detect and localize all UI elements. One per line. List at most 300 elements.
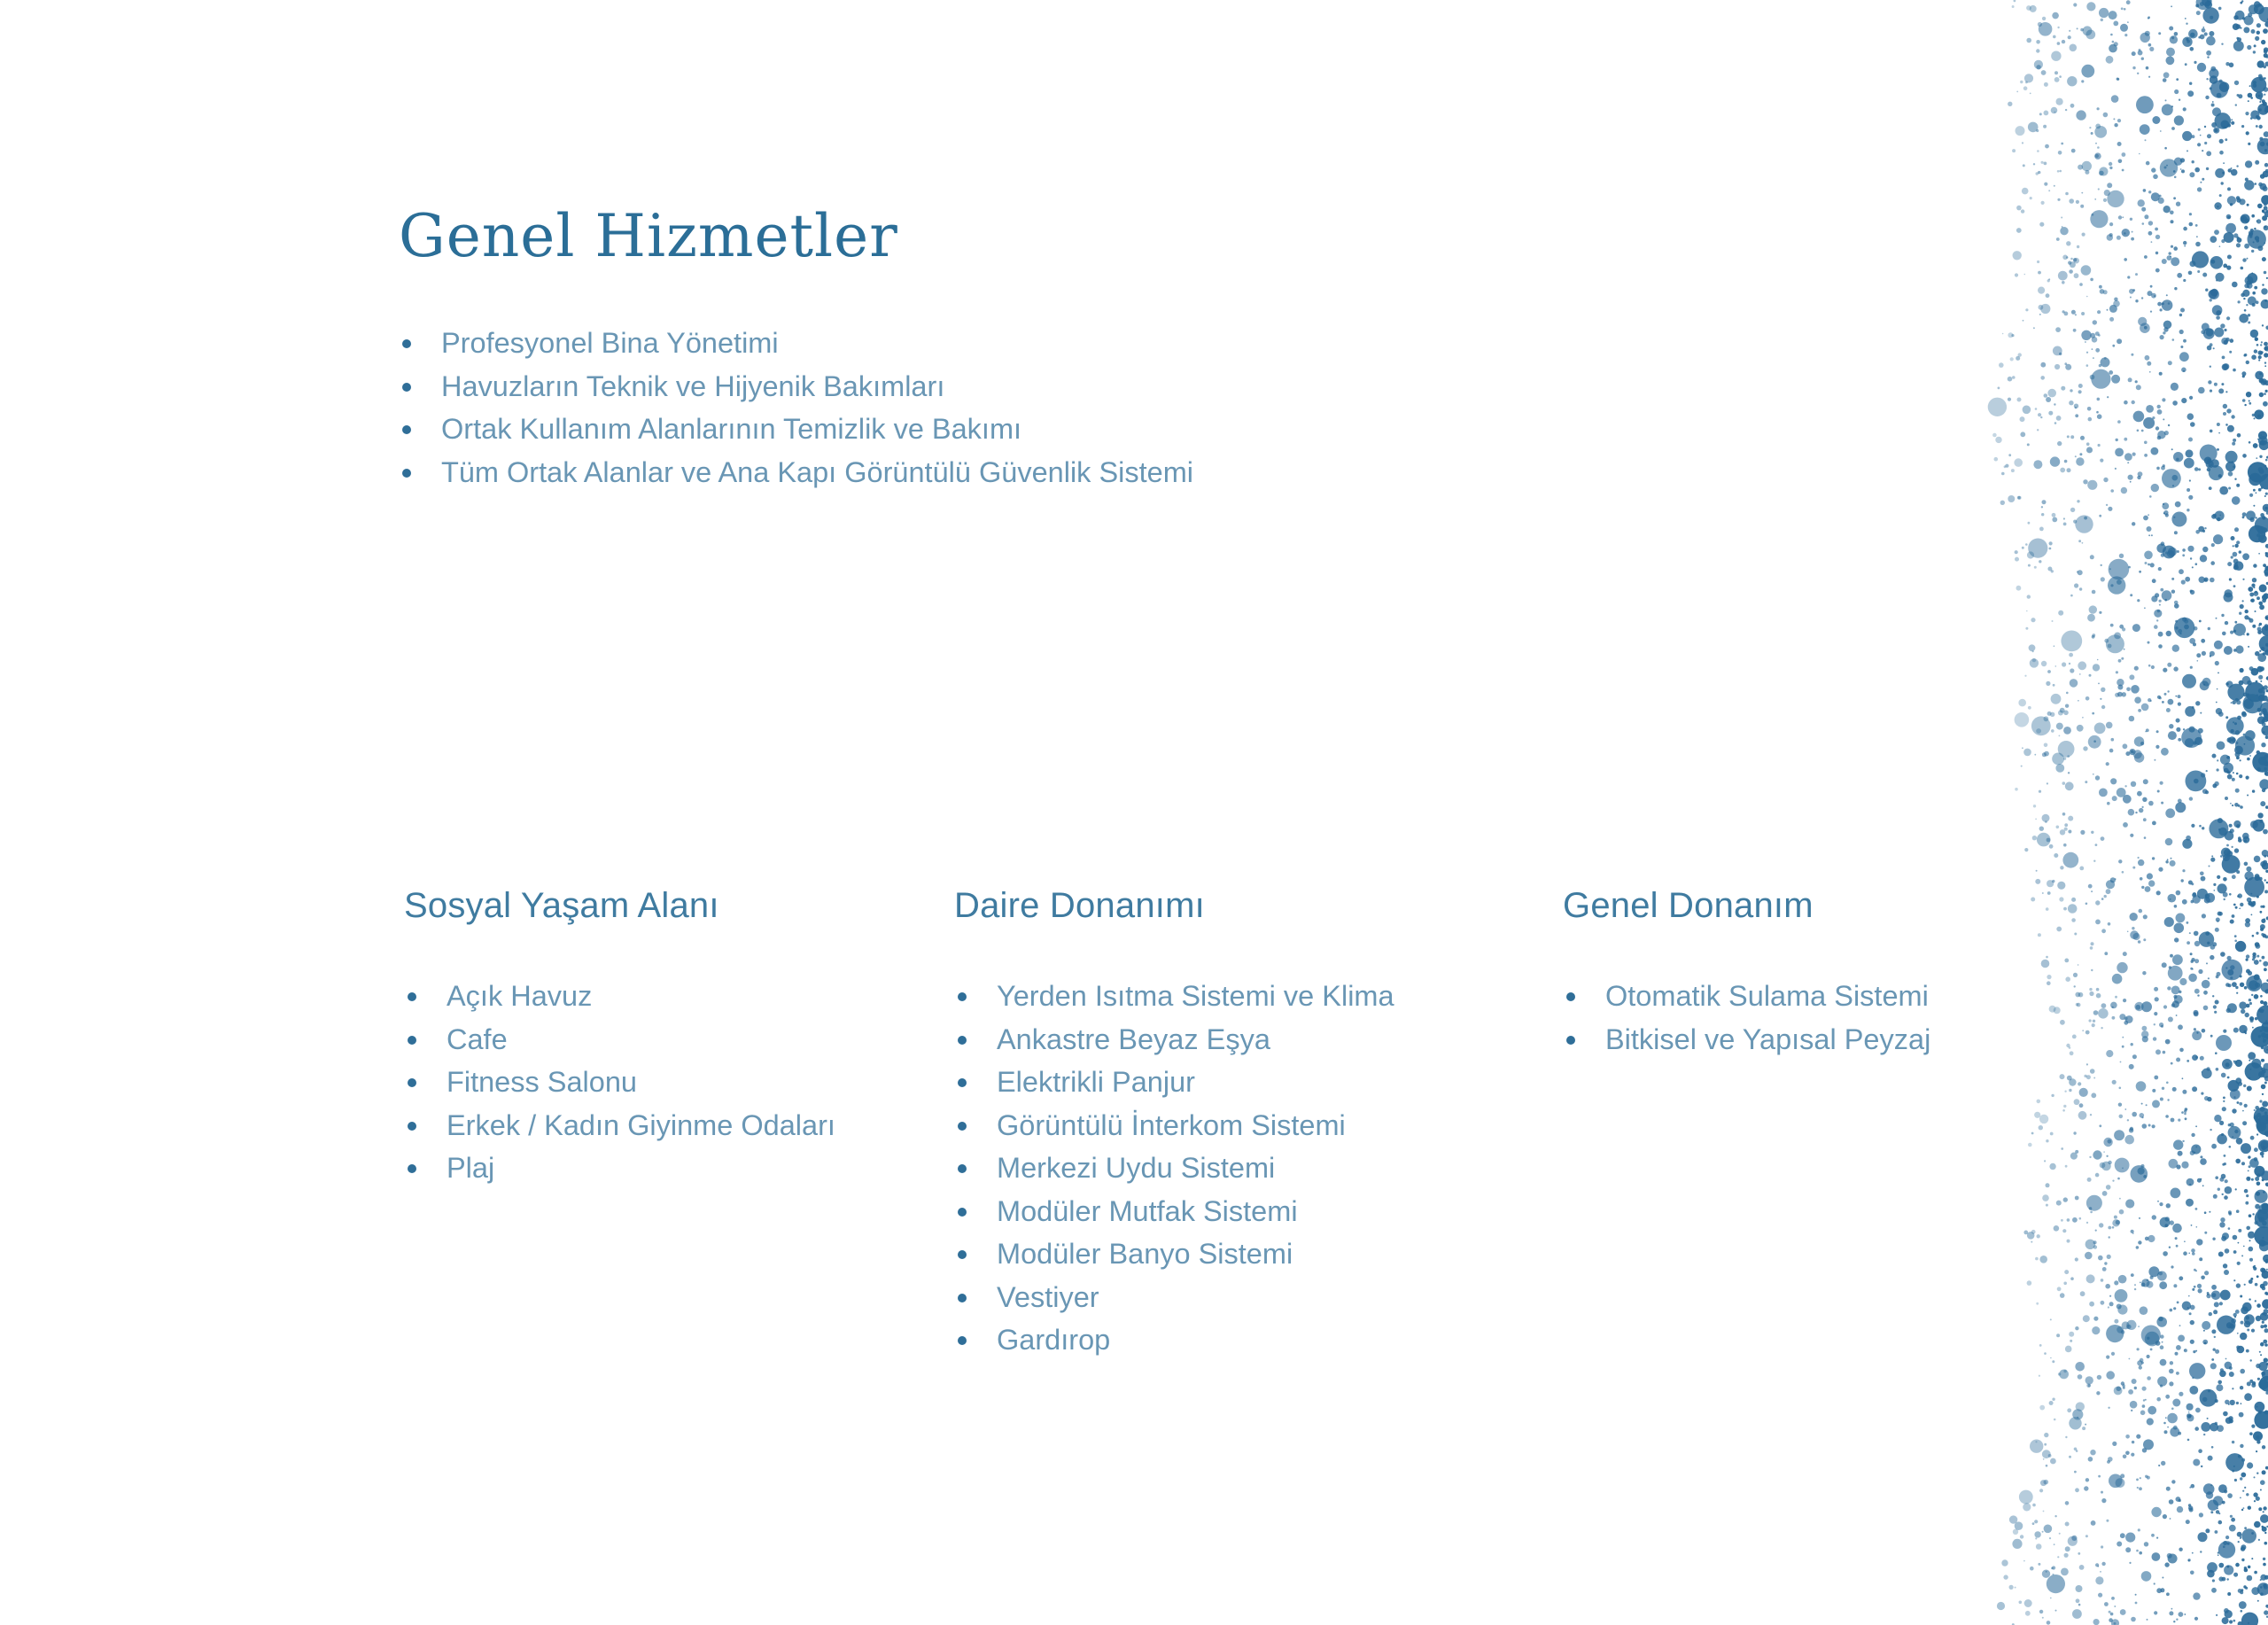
splatter-dot [2248, 1506, 2251, 1510]
splatter-dot [2101, 705, 2105, 709]
splatter-dot [2076, 110, 2085, 120]
splatter-dot [2249, 593, 2254, 597]
splatter-dot [2202, 27, 2204, 28]
splatter-dot [2158, 32, 2161, 35]
splatter-dot [2246, 361, 2249, 364]
splatter-dot [2235, 104, 2237, 105]
splatter-dot [2104, 952, 2108, 955]
splatter-dot [2112, 41, 2115, 43]
splatter-dot [2096, 1391, 2100, 1395]
splatter-dot [2194, 941, 2200, 946]
splatter-dot [2198, 1449, 2202, 1453]
splatter-dot [2197, 187, 2202, 191]
splatter-dot [2210, 16, 2213, 19]
splatter-dot [2155, 426, 2159, 430]
splatter-dot [2197, 889, 2208, 899]
splatter-dot [2079, 1103, 2084, 1108]
splatter-dot [2095, 348, 2100, 353]
splatter-dot [2125, 751, 2130, 756]
splatter-dot [2213, 1194, 2218, 1199]
splatter-dot [2191, 1145, 2201, 1155]
splatter-dot [2142, 222, 2145, 225]
splatter-dot [2108, 1407, 2109, 1409]
splatter-dot [2154, 759, 2155, 761]
splatter-dot [2140, 1306, 2148, 1315]
splatter-dot [2134, 696, 2141, 704]
splatter-dot [2151, 447, 2159, 455]
splatter-dot [2192, 566, 2194, 568]
splatter-dot [2217, 742, 2225, 750]
splatter-dot [2216, 918, 2220, 922]
splatter-dot [2170, 1361, 2173, 1365]
splatter-dot [2044, 1525, 2053, 1534]
splatter-dot [2046, 1183, 2050, 1187]
splatter-dot [2125, 1199, 2134, 1208]
splatter-dot [2259, 469, 2264, 474]
splatter-dot [2069, 30, 2070, 32]
splatter-dot [2150, 1349, 2153, 1351]
splatter-dot [2262, 1321, 2264, 1324]
splatter-dot [2263, 1340, 2267, 1344]
splatter-dot [2162, 1341, 2163, 1343]
splatter-dot [2189, 213, 2192, 215]
splatter-dot [2185, 18, 2186, 19]
splatter-dot [2084, 517, 2087, 520]
splatter-dot [2021, 766, 2023, 767]
splatter-dot [2247, 795, 2249, 797]
splatter-dot [2233, 721, 2234, 723]
splatter-dot [2201, 1466, 2202, 1467]
splatter-dot [2103, 1138, 2112, 1147]
splatter-dot [2177, 1302, 2179, 1304]
splatter-dot [2132, 1112, 2137, 1117]
splatter-dot [2013, 251, 2022, 260]
splatter-dot [2249, 755, 2251, 757]
splatter-dot [2202, 678, 2211, 687]
splatter-dot [2160, 1098, 2163, 1101]
splatter-dot [2182, 1140, 2184, 1142]
splatter-dot [2253, 489, 2256, 492]
splatter-dot [2162, 299, 2173, 311]
splatter-dot [2138, 1528, 2140, 1531]
splatter-dot [2233, 624, 2246, 636]
splatter-dot [2264, 968, 2267, 971]
splatter-dot [2256, 116, 2261, 121]
splatter-dot [2225, 967, 2227, 968]
splatter-dot [2058, 711, 2063, 716]
splatter-dot [2205, 790, 2209, 794]
splatter-dot [2180, 168, 2182, 170]
splatter-dot [2064, 959, 2069, 963]
splatter-dot [2262, 626, 2268, 636]
splatter-dot [2174, 603, 2179, 609]
splatter-dot [2056, 416, 2062, 421]
splatter-dot [2218, 912, 2222, 916]
splatter-dot [2146, 1104, 2148, 1106]
splatter-dot [2119, 1087, 2122, 1090]
splatter-dot [2037, 1100, 2041, 1104]
splatter-dot [2171, 1062, 2173, 1065]
splatter-dot [2190, 1571, 2194, 1575]
splatter-dot [2256, 457, 2257, 459]
splatter-dot [2165, 1417, 2167, 1419]
splatter-dot [2223, 363, 2229, 369]
splatter-dot [2152, 1089, 2155, 1092]
splatter-dot [2261, 933, 2264, 936]
splatter-dot [2232, 846, 2233, 848]
splatter-dot [2212, 1238, 2215, 1240]
splatter-dot [2061, 631, 2082, 652]
splatter-dot [2147, 526, 2152, 532]
splatter-dot [2262, 257, 2266, 261]
splatter-dot [2262, 1101, 2268, 1108]
splatter-dot [2181, 879, 2184, 882]
splatter-dot [2225, 1179, 2228, 1183]
splatter-dot [2254, 1521, 2261, 1528]
splatter-dot [2085, 781, 2087, 783]
splatter-dot [2264, 53, 2268, 58]
splatter-dot [2190, 422, 2195, 427]
splatter-dot [2202, 1029, 2206, 1033]
splatter-dot [2027, 1280, 2032, 1286]
splatter-dot [2044, 162, 2047, 166]
splatter-dot [2139, 153, 2140, 155]
splatter-dot [2190, 1305, 2195, 1310]
list-item-text: Modüler Banyo Sistemi [997, 1238, 1293, 1270]
splatter-dot [2258, 688, 2264, 694]
splatter-dot [2107, 1460, 2110, 1464]
splatter-dot [2106, 1325, 2124, 1342]
splatter-dot [2052, 1566, 2055, 1569]
splatter-dot [2170, 1518, 2171, 1520]
splatter-dot [2165, 1039, 2171, 1045]
splatter-dot [2172, 338, 2175, 341]
splatter-dot [2054, 71, 2058, 74]
splatter-dot [2195, 1208, 2198, 1210]
splatter-dot [2095, 1230, 2097, 1232]
splatter-dot [2086, 1195, 2102, 1211]
splatter-dot [2122, 169, 2124, 172]
splatter-dot [2234, 81, 2239, 85]
splatter-dot [2200, 1178, 2202, 1180]
splatter-dot [2209, 486, 2212, 490]
splatter-dot [2010, 357, 2014, 361]
splatter-dot [2095, 1173, 2100, 1178]
splatter-dot [2175, 696, 2177, 697]
splatter-dot [2262, 1299, 2268, 1309]
splatter-dot [2225, 223, 2236, 234]
splatter-dot [2067, 1408, 2071, 1412]
splatter-dot [2070, 1051, 2074, 1055]
splatter-dot [2153, 175, 2158, 180]
splatter-dot [2091, 369, 2110, 389]
splatter-dot [2090, 278, 2093, 282]
splatter-dot [2089, 1156, 2091, 1158]
splatter-dot [2164, 1562, 2169, 1567]
splatter-dot [2210, 1363, 2217, 1369]
splatter-dot [2124, 1108, 2126, 1110]
splatter-dot [2214, 383, 2218, 386]
splatter-dot [2095, 920, 2101, 925]
splatter-dot [2042, 1617, 2044, 1619]
splatter-dot [2115, 468, 2117, 470]
splatter-dot [2065, 1546, 2070, 1551]
splatter-dot [2090, 555, 2094, 559]
splatter-dot [2148, 221, 2153, 225]
splatter-dot [2219, 151, 2224, 155]
splatter-dot [2162, 469, 2181, 488]
splatter-dot [2101, 1545, 2103, 1548]
splatter-dot [2085, 1478, 2089, 1481]
splatter-dot [2264, 131, 2268, 137]
splatter-dot [2065, 1501, 2070, 1505]
splatter-dot [2256, 1303, 2261, 1308]
splatter-dot [2086, 2, 2095, 11]
splatter-dot [2188, 974, 2197, 983]
splatter-dot [2049, 548, 2052, 550]
splatter-dot [2073, 3, 2077, 6]
splatter-dot [2260, 1586, 2263, 1589]
splatter-dot [2259, 650, 2261, 652]
splatter-dot [2064, 1270, 2069, 1274]
splatter-dot [2114, 1387, 2123, 1396]
splatter-dot [2108, 922, 2111, 926]
splatter-dot [2216, 310, 2221, 315]
splatter-dot [2197, 63, 2206, 72]
splatter-dot [2012, 376, 2016, 379]
splatter-dot [2182, 548, 2186, 552]
splatter-dot [2249, 618, 2254, 623]
splatter-dot [2028, 1143, 2032, 1147]
splatter-dot [2163, 1514, 2167, 1519]
splatter-dot [2074, 1448, 2078, 1451]
splatter-dot [2001, 472, 2005, 476]
splatter-dot [2063, 844, 2067, 847]
splatter-dot [2236, 756, 2240, 759]
splatter-dot [2256, 221, 2258, 222]
list-item-text: Vestiyer [997, 1280, 1099, 1313]
splatter-dot [2233, 1028, 2239, 1033]
splatter-dot [2263, 1506, 2266, 1510]
splatter-dot [2069, 1046, 2071, 1049]
splatter-dot [2257, 1122, 2267, 1131]
splatter-dot [2259, 101, 2261, 103]
splatter-dot [2233, 820, 2241, 828]
splatter-dot [2212, 107, 2221, 116]
splatter-dot [2112, 796, 2117, 801]
splatter-dot [2176, 890, 2181, 896]
splatter-dot [2206, 36, 2216, 46]
list-item-text: Yerden Isıtma Sistemi ve Klima [997, 980, 1394, 1012]
splatter-dot [2071, 898, 2076, 902]
splatter-dot [2244, 1284, 2246, 1286]
splatter-dot [2056, 1333, 2060, 1337]
splatter-dot [2086, 1383, 2091, 1388]
splatter-dot [2188, 271, 2193, 276]
splatter-dot [2201, 639, 2205, 643]
splatter-dot [2155, 997, 2159, 1001]
splatter-dot [2125, 1533, 2135, 1543]
splatter-dot [2170, 1220, 2174, 1225]
splatter-dot [2169, 1369, 2174, 1374]
splatter-dot [2099, 515, 2101, 517]
splatter-dot [2191, 1248, 2195, 1253]
splatter-dot [2178, 695, 2181, 698]
splatter-dot [2148, 190, 2151, 193]
splatter-dot [2242, 258, 2246, 261]
splatter-dot [2248, 100, 2249, 102]
splatter-dot [2076, 1585, 2083, 1592]
splatter-dot [2151, 293, 2156, 299]
splatter-dot [2264, 362, 2266, 363]
splatter-dot [2241, 669, 2243, 671]
splatter-dot [2094, 723, 2106, 735]
splatter-dot [2210, 236, 2217, 243]
splatter-dot [2023, 749, 2031, 757]
splatter-dot [2101, 688, 2105, 692]
splatter-dot [2123, 1455, 2127, 1459]
splatter-dot [2164, 693, 2167, 696]
splatter-dot [2063, 1282, 2067, 1286]
splatter-dot [2206, 78, 2208, 80]
splatter-dot [2263, 504, 2268, 512]
splatter-dot [2258, 602, 2263, 606]
splatter-dot [2060, 1074, 2065, 1079]
splatter-dot [2016, 228, 2022, 233]
splatter-dot [2027, 1232, 2035, 1240]
splatter-dot [2039, 113, 2042, 115]
splatter-dot [2167, 690, 2169, 692]
splatter-dot [2040, 416, 2042, 418]
splatter-dot [2175, 620, 2178, 623]
splatter-dot [2093, 357, 2094, 359]
splatter-dot [2094, 126, 2107, 138]
splatter-dot [2252, 292, 2256, 295]
splatter-dot [2236, 1346, 2240, 1349]
splatter-dot [2070, 44, 2078, 52]
splatter-dot [2249, 494, 2253, 497]
splatter-dot [2261, 341, 2263, 343]
splatter-dot [2068, 830, 2071, 834]
splatter-dot [2189, 172, 2194, 177]
splatter-dot [2143, 779, 2148, 784]
splatter-dot [2020, 416, 2025, 422]
splatter-dot [2255, 591, 2257, 594]
splatter-dot [2177, 550, 2179, 553]
splatter-dot [2256, 1005, 2268, 1024]
splatter-dot [2092, 1023, 2095, 1027]
splatter-dot [2195, 1350, 2197, 1352]
splatter-dot [2247, 45, 2251, 50]
splatter-dot [2155, 593, 2159, 597]
splatter-dot [2162, 398, 2165, 401]
splatter-dot [2073, 973, 2078, 977]
splatter-dot [2136, 1479, 2139, 1481]
splatter-dot [2099, 1124, 2101, 1127]
splatter-dot [2228, 1212, 2232, 1216]
splatter-dot [2199, 1257, 2202, 1261]
splatter-dot [2175, 802, 2186, 812]
splatter-dot [2112, 1442, 2117, 1446]
splatter-dot [2084, 1486, 2088, 1490]
splatter-dot [2237, 237, 2240, 239]
splatter-dot [2264, 393, 2266, 395]
splatter-dot [2226, 266, 2228, 268]
splatter-dot [2090, 1114, 2092, 1116]
splatter-dot [2144, 607, 2146, 609]
splatter-dot [2023, 164, 2025, 167]
splatter-dot [2156, 619, 2158, 621]
splatter-dot [2073, 258, 2079, 264]
splatter-dot [2033, 805, 2036, 807]
splatter-dot [2012, 149, 2016, 152]
splatter-dot [2195, 563, 2198, 565]
splatter-dot [2185, 63, 2187, 66]
splatter-dot [2258, 359, 2260, 361]
splatter-dot [2212, 995, 2214, 997]
splatter-dot [2106, 722, 2113, 729]
splatter-dot [2075, 1362, 2085, 1372]
splatter-dot [2128, 377, 2132, 382]
splatter-dot [2132, 522, 2135, 525]
splatter-dot [2151, 167, 2155, 172]
splatter-dot [2206, 167, 2209, 170]
splatter-dot [2160, 308, 2163, 311]
splatter-dot [2070, 389, 2072, 392]
splatter-dot [2157, 405, 2161, 408]
splatter-dot [2112, 1219, 2119, 1226]
splatter-dot [2051, 729, 2054, 733]
splatter-dot [2197, 994, 2199, 996]
splatter-dot [2240, 1477, 2242, 1480]
splatter-dot [2235, 906, 2238, 909]
splatter-dot [2251, 1059, 2261, 1069]
splatter-dot [2166, 294, 2168, 296]
splatter-dot [2042, 892, 2044, 894]
splatter-dot [2118, 659, 2122, 663]
splatter-dot [2188, 438, 2193, 442]
splatter-dot [2037, 260, 2039, 263]
splatter-dot [2198, 969, 2202, 974]
splatter-dot [2258, 1507, 2262, 1511]
splatter-dot [2085, 30, 2095, 40]
splatter-dot [2044, 716, 2049, 721]
splatter-dot [2200, 712, 2202, 714]
splatter-dot [2098, 1008, 2109, 1019]
splatter-dot [2177, 273, 2182, 278]
splatter-dot [2189, 1508, 2194, 1512]
splatter-dot [2078, 992, 2084, 998]
splatter-dot [2130, 913, 2138, 921]
splatter-dot [2123, 952, 2127, 956]
splatter-dot [2065, 1436, 2067, 1438]
splatter-dot [2081, 265, 2092, 276]
splatter-dot [2138, 709, 2141, 712]
splatter-dot [2169, 1247, 2171, 1248]
splatter-dot [2078, 1374, 2083, 1380]
splatter-dot [2215, 1000, 2219, 1005]
splatter-dot [2210, 651, 2215, 657]
splatter-dot [2116, 671, 2118, 673]
splatter-dot [2085, 1030, 2090, 1035]
splatter-dot [2069, 1456, 2071, 1458]
splatter-dot [2145, 139, 2147, 141]
splatter-dot [2070, 668, 2074, 673]
splatter-dot [2235, 645, 2243, 653]
splatter-dot [2135, 812, 2137, 813]
splatter-dot [2174, 115, 2184, 125]
splatter-dot [2218, 673, 2219, 674]
